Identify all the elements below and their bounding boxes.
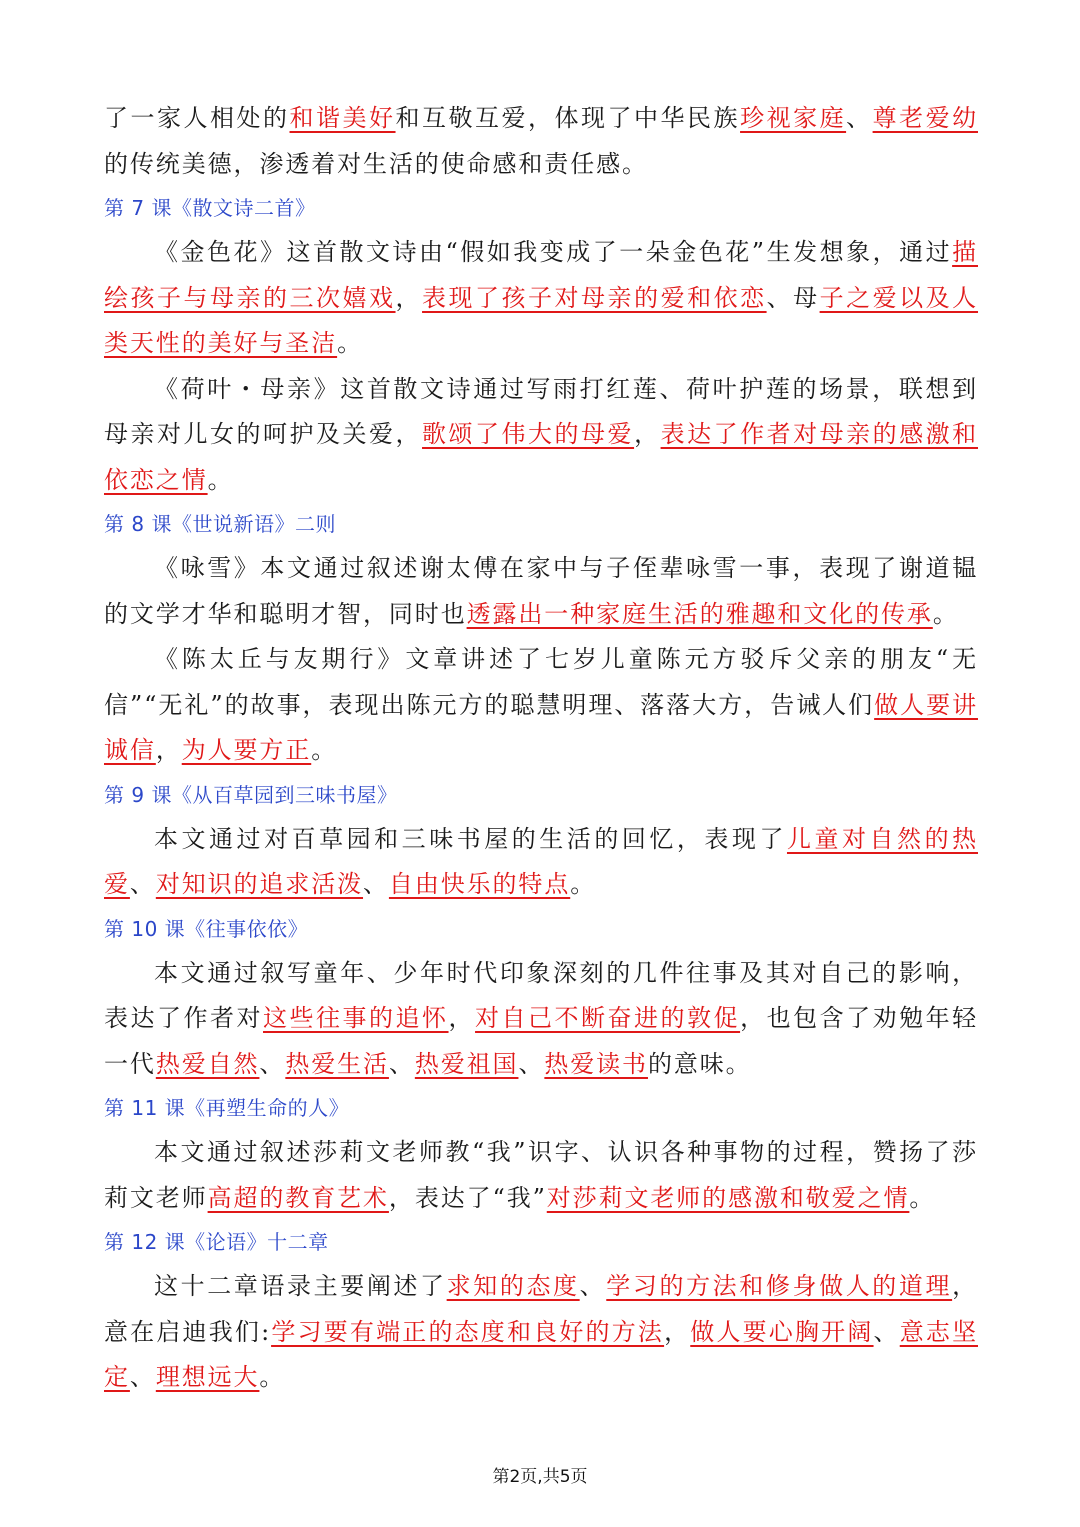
- key-phrase-highlight: 歌颂了伟大的母爱: [422, 420, 635, 448]
- paragraph-text: 、: [846, 104, 873, 132]
- paragraph-text: 、: [259, 1049, 286, 1078]
- paragraph-text: 。: [909, 1183, 936, 1212]
- paragraph-text: ，: [155, 736, 182, 764]
- paragraph-text: 。: [207, 465, 234, 494]
- paragraph-text: 这十二章语录主要阐述了: [154, 1272, 447, 1300]
- summary-paragraph: [104, 1264, 978, 1401]
- paragraph-text: ，: [448, 1004, 476, 1032]
- paragraph-text: 、: [388, 1049, 415, 1078]
- paragraph-text: 的传统美德，渗透着对生活的使命感和责任感。: [104, 149, 648, 178]
- key-phrase-highlight: 学习的方法和修身做人的道理: [606, 1272, 953, 1300]
- key-phrase-highlight: 做人要心胸开阔: [690, 1317, 874, 1346]
- paragraph-text: 《咏雪》本文通过叙述谢太傅在家中与子侄辈咏雪一事，表现了谢道韫的文学才华和聪明才智，同时也: [104, 554, 978, 628]
- paragraph-text: 。: [337, 329, 364, 357]
- paragraph-text: ，意在启迪我们:: [104, 1272, 979, 1346]
- summary-paragraph: [104, 637, 978, 774]
- paragraph-text: 、: [129, 870, 156, 898]
- summary-paragraph: [104, 96, 978, 187]
- paragraph-text: 《陈太丘与友期行》文章讲述了七岁儿童陈元方驳斥父亲的朋友“无信”“无礼”的故事，表现出陈元方的聪慧明理、落落大方，告诫人们: [104, 645, 978, 719]
- paragraph-text: 和互敬互爱，体现了中华民族: [395, 104, 741, 132]
- paragraph-text: ，表达了“我”: [388, 1183, 547, 1212]
- key-phrase-highlight: 热爱自然: [155, 1049, 260, 1078]
- key-phrase-highlight: 对知识的追求活泼: [155, 870, 364, 898]
- key-phrase-highlight: 子之爱以及人类天性的美好与圣洁: [104, 283, 979, 357]
- lesson-heading: 第 11 课《再塑生命的人》: [104, 1096, 350, 1120]
- key-phrase-highlight: 热爱生活: [285, 1049, 389, 1078]
- summary-paragraph: [104, 817, 978, 908]
- summary-paragraph: [104, 230, 978, 367]
- paragraph-text: 本文通过叙述莎莉文老师教“我”识字、认识各种事物的过程，赞扬了莎莉文老师: [104, 1138, 978, 1212]
- paragraph-text: 。: [932, 599, 959, 628]
- paragraph-text: 本文通过对百草园和三味书屋的生活的回忆，表现了: [154, 824, 787, 853]
- key-phrase-highlight: 热爱读书: [544, 1049, 648, 1078]
- lesson-heading: 第 7 课《散文诗二首》: [104, 196, 316, 220]
- paragraph-text: ，: [634, 420, 661, 448]
- summary-paragraph: [104, 546, 978, 637]
- key-phrase-highlight: 理想远大: [155, 1363, 260, 1391]
- key-phrase-highlight: 为人要方正: [181, 736, 312, 764]
- paragraph-text: ，: [664, 1317, 691, 1346]
- key-phrase-highlight: 热爱祖国: [414, 1049, 519, 1078]
- paragraph-text: 、: [363, 870, 389, 898]
- paragraph-text: 、: [518, 1049, 545, 1078]
- paragraph-text: ，: [395, 283, 423, 312]
- key-phrase-highlight: 描绘孩子与母亲的三次嬉戏: [104, 238, 978, 312]
- key-phrase-highlight: 这些往事的追怀: [263, 1004, 449, 1032]
- paragraph-text: 本文通过叙写童年、少年时代印象深刻的几件往事及其对自己的影响，表达了作者对: [104, 958, 978, 1032]
- lesson-heading: 第 10 课《往事依依》: [104, 916, 309, 941]
- paragraph-text: 。: [570, 870, 597, 898]
- lesson-heading: 第 12 课《论语》十二章: [104, 1230, 329, 1254]
- summary-paragraph: [104, 951, 978, 1088]
- paragraph-text: ，也包含了劝勉年轻一代: [104, 1004, 978, 1078]
- paragraph-text: 。: [311, 736, 338, 764]
- key-phrase-highlight: 对自己不断奋进的敦促: [475, 1004, 741, 1032]
- paragraph-text: 、: [579, 1272, 607, 1300]
- key-phrase-highlight: 尊老爱幼: [872, 104, 978, 132]
- summary-paragraph: [104, 1130, 978, 1221]
- key-phrase-highlight: 表现了孩子对母亲的爱和依恋: [422, 283, 767, 312]
- key-phrase-highlight: 求知的态度: [446, 1272, 580, 1300]
- paragraph-text: 的意味。: [647, 1049, 752, 1078]
- lesson-heading: 第 8 课《世说新语》二则: [104, 512, 336, 536]
- paragraph-text: 。: [259, 1363, 286, 1391]
- key-phrase-highlight: 自由快乐的特点: [388, 870, 571, 898]
- paragraph-text: 、: [873, 1317, 900, 1346]
- key-phrase-highlight: 学习要有端正的态度和良好的方法: [271, 1317, 665, 1346]
- document-body: [104, 96, 978, 1401]
- key-phrase-highlight: 儿童对自然的热爱: [104, 824, 978, 898]
- paragraph-text: 《荷叶・母亲》这首散文诗通过写雨打红莲、荷叶护莲的场景，联想到母亲对儿女的呵护及关爱，: [104, 374, 978, 448]
- key-phrase-highlight: 珍视家庭: [740, 104, 847, 132]
- key-phrase-highlight: 表达了作者对母亲的感激和依恋之情: [104, 420, 978, 494]
- key-phrase-highlight: 做人要讲诚信: [104, 690, 978, 764]
- paragraph-text: 、母: [766, 283, 820, 312]
- key-phrase-highlight: 和谐美好: [289, 104, 396, 132]
- paragraph-text: 、: [129, 1363, 156, 1391]
- summary-paragraph: [104, 367, 978, 504]
- key-phrase-highlight: 透露出一种家庭生活的雅趣和文化的传承: [466, 599, 933, 628]
- paragraph-text: 了一家人相处的: [104, 104, 290, 132]
- paragraph-text: 《金色花》这首散文诗由“假如我变成了一朵金色花”生发想象，通过: [154, 238, 953, 266]
- lesson-heading: 第 9 课《从百草园到三味书屋》: [104, 782, 398, 807]
- key-phrase-highlight: 高超的教育艺术: [207, 1183, 389, 1212]
- key-phrase-highlight: 意志坚定: [104, 1317, 978, 1391]
- page-footer: 第2页,共5页: [492, 1467, 588, 1487]
- key-phrase-highlight: 对莎莉文老师的感激和敬爱之情: [546, 1183, 910, 1212]
